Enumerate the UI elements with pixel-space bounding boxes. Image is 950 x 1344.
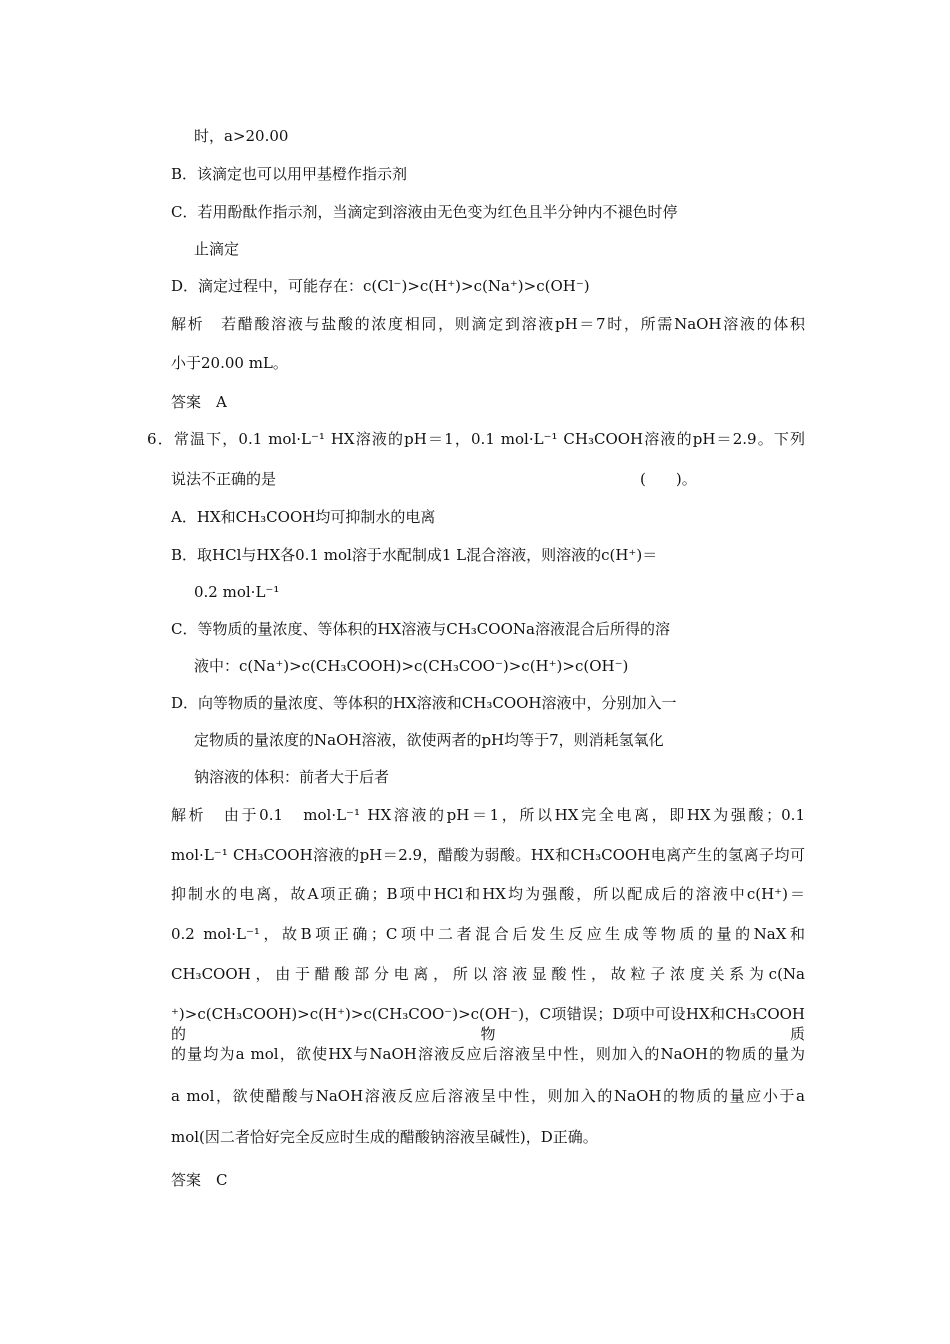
analysis-line-1: 解析 由于0.1 mol·L⁻¹ HX溶液的pH＝1，所以HX完全电离，即HX为强酸；0.1 <box>171 806 805 824</box>
prev-option-a-tail: 时，a>20.00 <box>194 127 289 145</box>
analysis-line-4: 0.2 mol·L⁻¹，故B项正确；C项中二者混合后发生反应生成等物质的量的NaX和 <box>171 925 805 943</box>
analysis-line-2: mol·L⁻¹ CH₃COOH溶液的pH＝2.9，醋酸为弱酸。HX和CH₃COOH电离产生的氢离子均可 <box>171 846 805 864</box>
prev-option-d: D．滴定过程中，可能存在：c(Cl⁻)>c(H⁺)>c(Na⁺)>c(OH⁻) <box>171 277 590 295</box>
option-b-line2: 0.2 mol·L⁻¹ <box>194 583 280 601</box>
question-6-stem-line2: 说法不正确的是 <box>171 470 277 488</box>
analysis-line-3: 抑制水的电离，故A项正确；B项中HCl和HX均为强酸，所以配成后的溶液中c(H⁺)＝ <box>171 885 805 903</box>
answer: 答案 C <box>171 1171 228 1189</box>
prev-option-c-line1: C．若用酚酞作指示剂，当滴定到溶液由无色变为红色且半分钟内不褪色时停 <box>171 203 678 221</box>
prev-option-b: B．该滴定也可以用甲基橙作指示剂 <box>171 165 408 183</box>
prev-option-c-line2: 止滴定 <box>194 240 240 258</box>
analysis-line-6: ⁺)>c(CH₃COOH)>c(H⁺)>c(CH₃COO⁻)>c(OH⁻)，C项错误；D项中可设HX和CH₃COOH的物质 <box>171 1005 805 1043</box>
analysis-line-7: 的量均为a mol，欲使HX与NaOH溶液反应后溶液呈中性，则加入的NaOH的物质的量为 <box>171 1045 805 1063</box>
question-6-stem-line1: 6．常温下，0.1 mol·L⁻¹ HX溶液的pH＝1，0.1 mol·L⁻¹ CH₃COOH溶液的pH＝2.9。下列 <box>147 430 805 448</box>
analysis-line-9: mol(因二者恰好完全反应时生成的醋酸钠溶液呈碱性)，D正确。 <box>171 1128 598 1146</box>
prev-analysis-line2: 小于20.00 mL。 <box>171 354 288 372</box>
analysis-line-5: CH₃COOH，由于醋酸部分电离，所以溶液显酸性，故粒子浓度关系为c(Na <box>171 965 805 983</box>
analysis-line-8: a mol，欲使醋酸与NaOH溶液反应后溶液呈中性，则加入的NaOH的物质的量应小于a <box>171 1087 805 1105</box>
option-c-line2: 液中：c(Na⁺)>c(CH₃COOH)>c(CH₃COO⁻)>c(H⁺)>c(OH⁻) <box>194 657 629 675</box>
option-d-line3: 钠溶液的体积：前者大于后者 <box>194 768 390 786</box>
prev-answer: 答案 A <box>171 393 227 411</box>
option-a: A．HX和CH₃COOH均可抑制水的电离 <box>171 508 436 526</box>
answer-bracket: ( )。 <box>640 470 697 488</box>
prev-analysis-line1: 解析 若醋酸溶液与盐酸的浓度相同，则滴定到溶液pH＝7时，所需NaOH溶液的体积 <box>171 315 805 333</box>
option-c-line1: C．等物质的量浓度、等体积的HX溶液与CH₃COONa溶液混合后所得的溶 <box>171 620 670 638</box>
option-d-line2: 定物质的量浓度的NaOH溶液，欲使两者的pH均等于7，则消耗氢氧化 <box>194 731 664 749</box>
option-d-line1: D．向等物质的量浓度、等体积的HX溶液和CH₃COOH溶液中，分别加入一 <box>171 694 677 712</box>
option-b-line1: B．取HCl与HX各0.1 mol溶于水配制成1 L混合溶液，则溶液的c(H⁺)＝ <box>171 546 658 564</box>
